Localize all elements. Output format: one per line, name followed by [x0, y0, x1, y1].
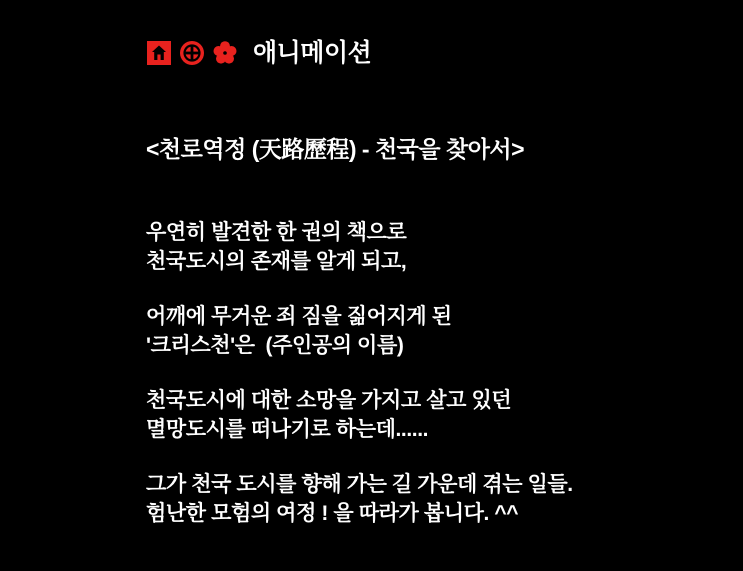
- flower-blossom-icon: [212, 40, 238, 66]
- text-line: '크리스천'은 (주인공의 이름): [146, 334, 404, 357]
- text-line: 어깨에 무거운 죄 짐을 짊어지게 된: [146, 305, 452, 328]
- text-line: 험난한 모험의 여정 ! 을 따라가 봅니다. ^^: [146, 502, 519, 525]
- paragraph: [146, 218, 706, 276]
- paragraph: [146, 386, 706, 444]
- paragraph: [146, 302, 706, 360]
- header-title: 애니메이션: [253, 38, 372, 67]
- home-square-icon: [146, 40, 172, 66]
- page-title: <천로역정 (天路歷程) - 천국을 찾아서>: [146, 136, 525, 162]
- document-body: [146, 218, 706, 528]
- text-line: 멸망도시를 떠나기로 하는데......: [146, 418, 429, 441]
- circle-target-icon: [179, 40, 205, 66]
- paragraph: [146, 470, 706, 528]
- text-line: 천국도시의 존재를 알게 되고,: [146, 250, 407, 273]
- header: [146, 40, 371, 66]
- text-line: 천국도시에 대한 소망을 가지고 살고 있던: [146, 389, 512, 412]
- text-line: 그가 천국 도시를 향해 가는 길 가운데 겪는 일들.: [146, 473, 573, 496]
- text-line: 우연히 발견한 한 권의 책으로: [146, 221, 407, 244]
